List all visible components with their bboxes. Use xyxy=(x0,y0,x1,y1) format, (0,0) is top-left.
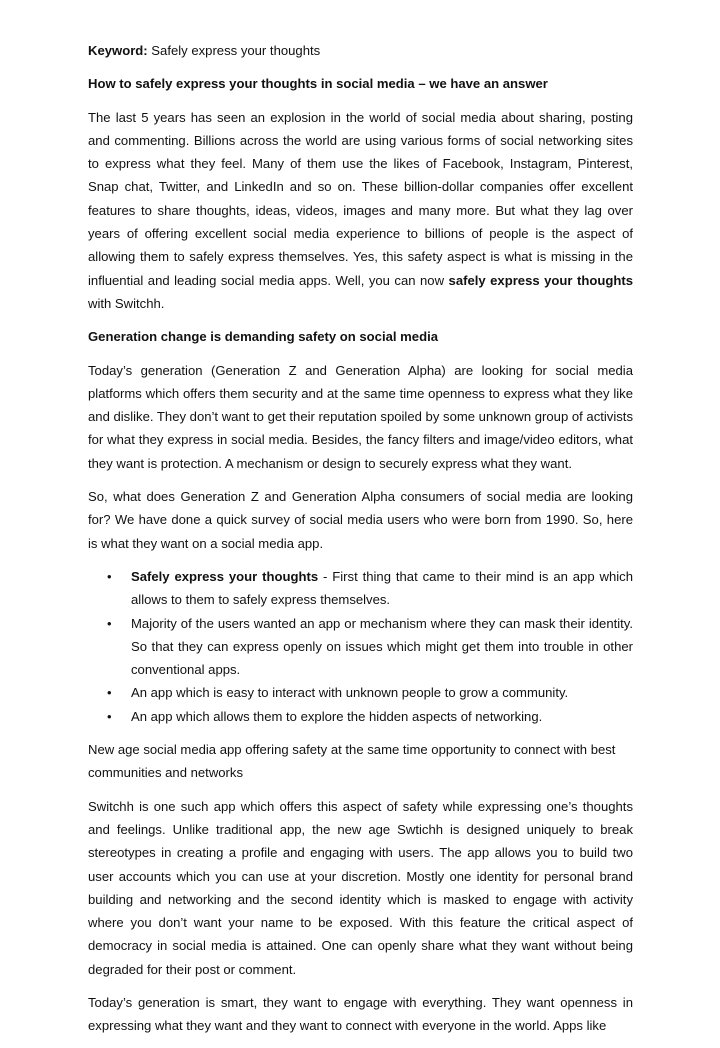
bullet-item xyxy=(131,681,633,704)
keyword-line xyxy=(88,39,633,62)
section-heading-text: Generation change is demanding safety on social media xyxy=(88,329,438,345)
intro-paragraph xyxy=(88,106,633,316)
article-title xyxy=(88,72,633,95)
intro-text: The last 5 years has seen an explosion in the world of social media about sharing, posting and commenting. Billions across the world are using various forms of social networking sites to express what they feel. Many of them use the likes of Facebook, Instagram, Pinterest, Snap chat, Twitter, and LinkedIn and so on. These billion-dollar companies offer excellent features to share thoughts, ideas, videos, images and many more. But what they lag over years of offering excellent social media experience to billions of people is the aspect of allowing them to safely express themselves. Yes, this safety aspect is what is missing in the influential and leading social media apps. Well, you can now xyxy=(88,109,633,288)
keyword-label: Keyword: xyxy=(88,43,148,58)
intro-text-end: with Switchh. xyxy=(88,295,165,311)
bullet-bold: Safely express your thoughts xyxy=(131,568,319,584)
bullet-text: An app which is easy to interact with unknown people to grow a community. xyxy=(131,685,569,701)
bullet-text: Majority of the users wanted an app or mechanism where they can mask their identity. So that they can express openly on issues which might get them into trouble in other conventional apps. xyxy=(131,615,633,678)
new-age-paragraph: New age social media app offering safety at the same time opportunity to connect with best communities and networks xyxy=(88,742,616,781)
switchh-paragraph: Switchh is one such app which offers this aspect of safety while expressing one’s thoughts and feelings. Unlike traditional app, the new age Swtichh is designed uniquely to break stereotypes in creating a profile and engaging with users. The app allows you to build two user accounts which you can use at your discretion. Mostly one identity for personal brand building and networking and the second identity which is masked to engage with activity where you don’t want your name to be exposed. With this feature the critical aspect of democracy in social media is attained. One can openly share what they want without being degraded for their post or comment. xyxy=(88,798,633,977)
keyword-value: Safely express your thoughts xyxy=(147,43,321,58)
bullet-item xyxy=(131,565,633,612)
bullet-item xyxy=(131,705,633,728)
intro-bold-keyword: safely express your thoughts xyxy=(448,272,633,288)
survey-bullet-list xyxy=(88,565,633,728)
generation-paragraph: Today’s generation (Generation Z and Generation Alpha) are looking for social media platforms which offers them security and at the same time openness to express what they like and dislike. They don’t want to get their reputation spoiled by some unknown group of activists for what they express in social media. Besides, the fancy filters and image/video editors, what they want is protection. A mechanism or design to securely express what they want. xyxy=(88,362,633,471)
bullet-text: An app which allows them to explore the hidden aspects of networking. xyxy=(131,708,543,724)
survey-paragraph: So, what does Generation Z and Generation Alpha consumers of social media are looking for? We have done a quick survey of social media users who were born from 1990. So, here is what they want on a social media app. xyxy=(88,489,633,551)
article-title-text: How to safely express your thoughts in social media – we have an answer xyxy=(88,76,548,92)
smart-generation-paragraph: Today’s generation is smart, they want to engage with everything. They want openness in expressing what they want and they want to connect with everyone in the world. Apps like xyxy=(88,994,633,1034)
section-heading xyxy=(88,325,633,348)
bullet-text: - First thing that came to their mind is an app which allows to them to safely express themselves. xyxy=(131,568,633,608)
document-body xyxy=(88,39,633,1048)
bullet-item xyxy=(131,612,633,682)
